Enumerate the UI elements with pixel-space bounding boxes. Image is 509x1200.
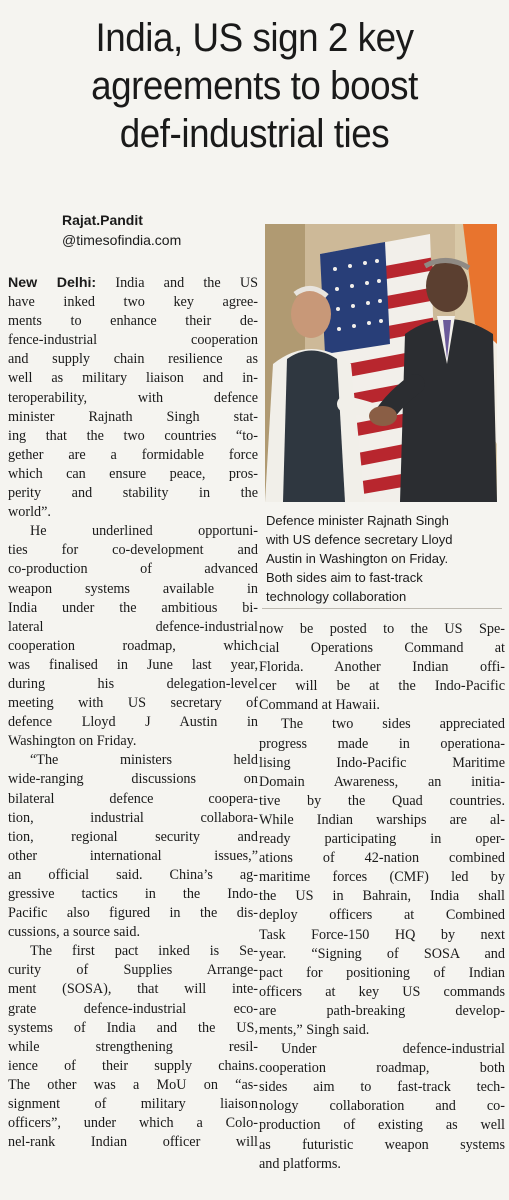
article-line: ience of their supply chains. <box>8 1057 258 1074</box>
caption-line: Defence minister Rajnath Singh <box>266 513 449 528</box>
article-line: The two sides appreciated <box>281 716 505 733</box>
article-line: Under defence-industrial <box>281 1041 505 1058</box>
article-line: cooperation roadmap, which <box>8 637 258 654</box>
article-line: officers at key US commands <box>259 983 505 1000</box>
article-line: year. “Signing of SOSA and <box>259 945 505 962</box>
headline <box>20 14 488 158</box>
article-line: was finalised in June last year, <box>8 656 258 673</box>
article-line: progress made in operationa- <box>259 735 505 752</box>
article-line: as futuristic weapon systems <box>259 1136 505 1153</box>
article-line: perity and stability in the <box>8 485 258 502</box>
article-line: lising Indo-Pacific Maritime <box>259 754 505 771</box>
article-line: during his delegation-level <box>8 675 258 692</box>
caption-line: technology collaboration <box>266 589 407 604</box>
article-line: maritime forces (CMF) led by <box>259 869 505 886</box>
article-line: ments,” Singh said. <box>259 1021 370 1038</box>
article-line: teroperability, with defence <box>8 389 258 406</box>
article-line: while strengthening resil- <box>8 1038 258 1055</box>
article-line: ations of 42-nation combined <box>259 850 505 867</box>
article-column-left <box>8 274 258 1152</box>
article-line: and supply chain resilience as <box>8 351 258 368</box>
article-line: cer will be at the Indo-Pacific <box>259 678 505 695</box>
article-line: and platforms. <box>259 1155 341 1172</box>
article-line: cussions, a source said. <box>8 924 140 941</box>
article-line: an official said. China’s ag- <box>8 866 258 883</box>
article-line: now be posted to the US Spe- <box>259 621 505 637</box>
article-line: other international issues,” <box>8 847 258 864</box>
article-line: nology collaboration and co- <box>259 1098 505 1115</box>
article-line: While Indian warships are al- <box>259 811 505 828</box>
article-line: well as military liaison and in- <box>8 370 258 387</box>
article-line <box>8 274 258 293</box>
column-divider <box>262 608 502 609</box>
article-line: sides aim to fast-track tech- <box>259 1079 505 1096</box>
article-line: defence Lloyd J Austin in <box>8 714 258 731</box>
article-line: ing that the two countries “to- <box>8 427 258 444</box>
article-line: production of existing as well <box>259 1117 505 1134</box>
article-line: bilateral defence coopera- <box>8 790 258 807</box>
article-line: officers”, under which a Colo- <box>8 1115 258 1132</box>
article-line: cial Operations Command at <box>259 640 505 657</box>
article-line: He underlined opportuni- <box>30 523 258 540</box>
article-line: Washington on Friday. <box>8 733 137 750</box>
article-line: Domain Awareness, an initia- <box>259 773 505 790</box>
article-line: tion, industrial collabora- <box>8 809 258 826</box>
article-column-right <box>259 620 505 1174</box>
article-line: nel-rank Indian officer will <box>8 1134 258 1151</box>
article-line: cooperation roadmap, both <box>259 1060 505 1077</box>
article-line: which can ensure peace, pros- <box>8 465 258 482</box>
article-line: are path-breaking develop- <box>259 1002 505 1019</box>
article-line: India under the ambitious bi- <box>8 599 258 616</box>
article-line: ment (SOSA), that will inte- <box>8 981 258 998</box>
article-line: minister Rajnath Singh stat- <box>8 408 258 425</box>
headline-line-1: India, US sign 2 key <box>95 16 414 60</box>
article-line: pact for positioning of Indian <box>259 964 505 981</box>
article-line: Task Force-150 HQ by next <box>259 926 505 943</box>
article-line: systems of India and the US, <box>8 1019 258 1036</box>
article-line: gressive tactics in the Indo- <box>8 886 258 902</box>
dateline: New Delhi: <box>8 275 97 291</box>
article-line: deploy officers at Combined <box>259 907 505 924</box>
headline-line-3: def-industrial ties <box>119 112 390 156</box>
photo-caption <box>266 511 502 606</box>
article-line: ready participating in oper- <box>259 831 505 848</box>
byline-author: Rajat.Pandit <box>62 212 143 228</box>
photo-illustration <box>265 224 497 502</box>
article-line: “The ministers held <box>30 752 258 769</box>
article-line: ties for co-development and <box>8 542 258 559</box>
article-line: ments to enhance their de- <box>8 313 258 330</box>
article-line: curity of Supplies Arrange- <box>8 962 258 979</box>
article-line: tive by the Quad countries. <box>259 792 505 809</box>
caption-line: Both sides aim to fast-track <box>266 570 423 585</box>
article-line-text: India and the US <box>96 275 259 291</box>
caption-line: Austin in Washington on Friday. <box>266 551 449 566</box>
article-line: Pacific also figured in the dis- <box>8 905 258 922</box>
byline-handle: @timesofindia.com <box>62 232 182 248</box>
article-line: Command at Hawaii. <box>259 697 380 714</box>
caption-line: with US defence secretary Lloyd <box>266 532 453 547</box>
article-line: fence-industrial cooperation <box>8 332 258 349</box>
article-line: lateral defence-industrial <box>8 618 258 635</box>
article-line: wide-ranging discussions on <box>8 771 258 788</box>
article-line: Florida. Another Indian offi- <box>259 659 505 676</box>
article-line: The first pact inked is Se- <box>30 943 258 960</box>
article-line: grate defence-industrial eco- <box>8 1000 258 1017</box>
article-line: world”. <box>8 504 51 521</box>
article-line: the US in Bahrain, India shall <box>259 888 505 905</box>
article-line: tion, regional security and <box>8 828 258 845</box>
article-line: weapon systems available in <box>8 580 258 597</box>
byline <box>62 210 181 250</box>
article-line: signment of military liaison <box>8 1096 258 1113</box>
headline-line-2: agreements to boost <box>91 64 418 108</box>
article-line: The other was a MoU on “as- <box>8 1076 258 1093</box>
article-line: meeting with US secretary of <box>8 695 258 712</box>
news-photo <box>265 224 497 502</box>
article-line: gether are a formidable force <box>8 446 258 463</box>
article-line: co-production of advanced <box>8 561 258 578</box>
article-line: have inked two key agree- <box>8 294 258 311</box>
